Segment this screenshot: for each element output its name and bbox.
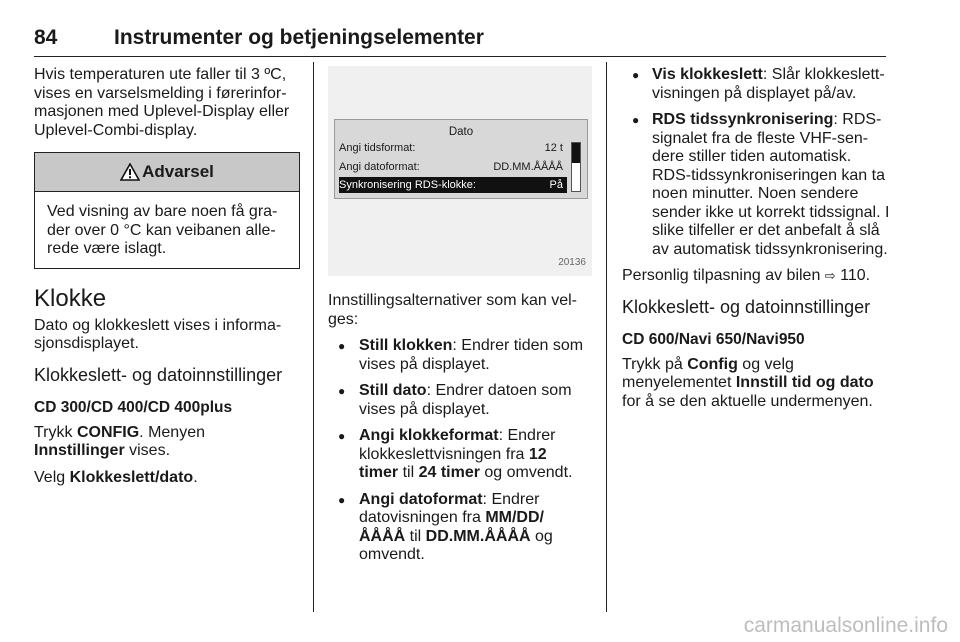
options-list-continued bbox=[622, 66, 890, 259]
list-item: ● Still dato: Endrer datoen som vises på displayet. bbox=[328, 382, 590, 419]
warning-body: Ved visning av bare noen få grader over 0 °C kan veibanen allerede være islagt. bbox=[47, 203, 278, 257]
screen-scrollbar bbox=[571, 142, 581, 192]
warning-box bbox=[34, 152, 300, 269]
subsection-heading: Klokkeslett- og datoinnstillinger bbox=[34, 364, 283, 385]
column-2 bbox=[328, 66, 590, 573]
screen-row: Angi tidsformat: 12 t bbox=[339, 142, 563, 154]
column-divider bbox=[313, 62, 314, 612]
section-text: Dato og klokkeslett vises i informasjonsdisplayet. bbox=[34, 316, 282, 352]
list-item: ● Angi datoformat: Endrer datovisningen fra MM/DD/ÅÅÅÅ til DD.MM.ÅÅÅÅ og omvendt. bbox=[328, 491, 590, 565]
screen-row: Angi datoformat: DD.MM.ÅÅÅÅ bbox=[339, 161, 563, 173]
instruction-config: Trykk CONFIG. Menyen Innstillinger vises. bbox=[34, 423, 205, 459]
subsection-heading: Klokkeslett- og datoinnstillinger bbox=[622, 296, 871, 317]
cross-reference[interactable]: Personlig tilpasning av bilen ⇨ 110. bbox=[622, 267, 871, 284]
model-heading: CD 600/Navi 650/Navi950 bbox=[622, 330, 805, 348]
figure-number: 20136 bbox=[558, 256, 586, 268]
list-item: ● Still klokken: Endrer tiden som vises på displayet. bbox=[328, 337, 590, 374]
display-figure bbox=[328, 66, 592, 276]
page-reference-icon: ⇨ bbox=[824, 268, 836, 283]
list-item: ● Vis klokkeslett: Slår klokkeslettvisningen på displayet på/av. bbox=[622, 66, 890, 103]
list-item: ● RDS tidssynkronisering: RDS-signalet fra de fleste VHF-sendere stiller tiden automatisk. RDS-tidssynkroniseringen kan ta noen minutter. Noen sendere sender ikke ut korrekt tidssignal. I slike tilfeller er det anbefalt å slå av automatisk tidssynkronisering. bbox=[622, 111, 890, 259]
column-divider bbox=[606, 62, 607, 612]
watermark: carmanualsonline.info bbox=[743, 614, 948, 637]
screen-row-selected: Synkronisering RDS-klokke: På bbox=[339, 177, 567, 193]
screen-title: Dato bbox=[448, 126, 474, 138]
intro-paragraph: Hvis temperaturen ute faller til 3 ºC, vises en varselsmelding i førerinformasjonen med Uplevel-Display eller Uplevel-Combi-display. bbox=[34, 66, 290, 139]
warning-title: Advarsel bbox=[142, 161, 214, 181]
page-number: 84 bbox=[34, 26, 58, 49]
instruction-config: Trykk på Config og velg menyelementet Innstill tid og dato for å se den aktuelle undermenyen. bbox=[622, 355, 874, 410]
page-header bbox=[34, 26, 886, 57]
column-1 bbox=[34, 66, 300, 495]
instruction-select: Velg Klokkeslett/dato. bbox=[34, 468, 198, 486]
list-item: ● Angi klokkeformat: Endrer klokkeslettvisningen fra 12 timer til 24 timer og omvendt. bbox=[328, 427, 590, 483]
warning-header bbox=[35, 153, 299, 192]
column-3 bbox=[622, 66, 890, 419]
options-intro: Innstillingsalternativer som kan velges: bbox=[328, 292, 577, 328]
section-heading: Klokke bbox=[34, 284, 107, 312]
options-list bbox=[328, 337, 590, 565]
model-heading: CD 300/CD 400/CD 400plus bbox=[34, 398, 233, 416]
chapter-title: Instrumenter og betjeningselementer bbox=[114, 26, 484, 49]
date-menu-screen bbox=[334, 119, 588, 199]
warning-icon bbox=[120, 163, 140, 181]
